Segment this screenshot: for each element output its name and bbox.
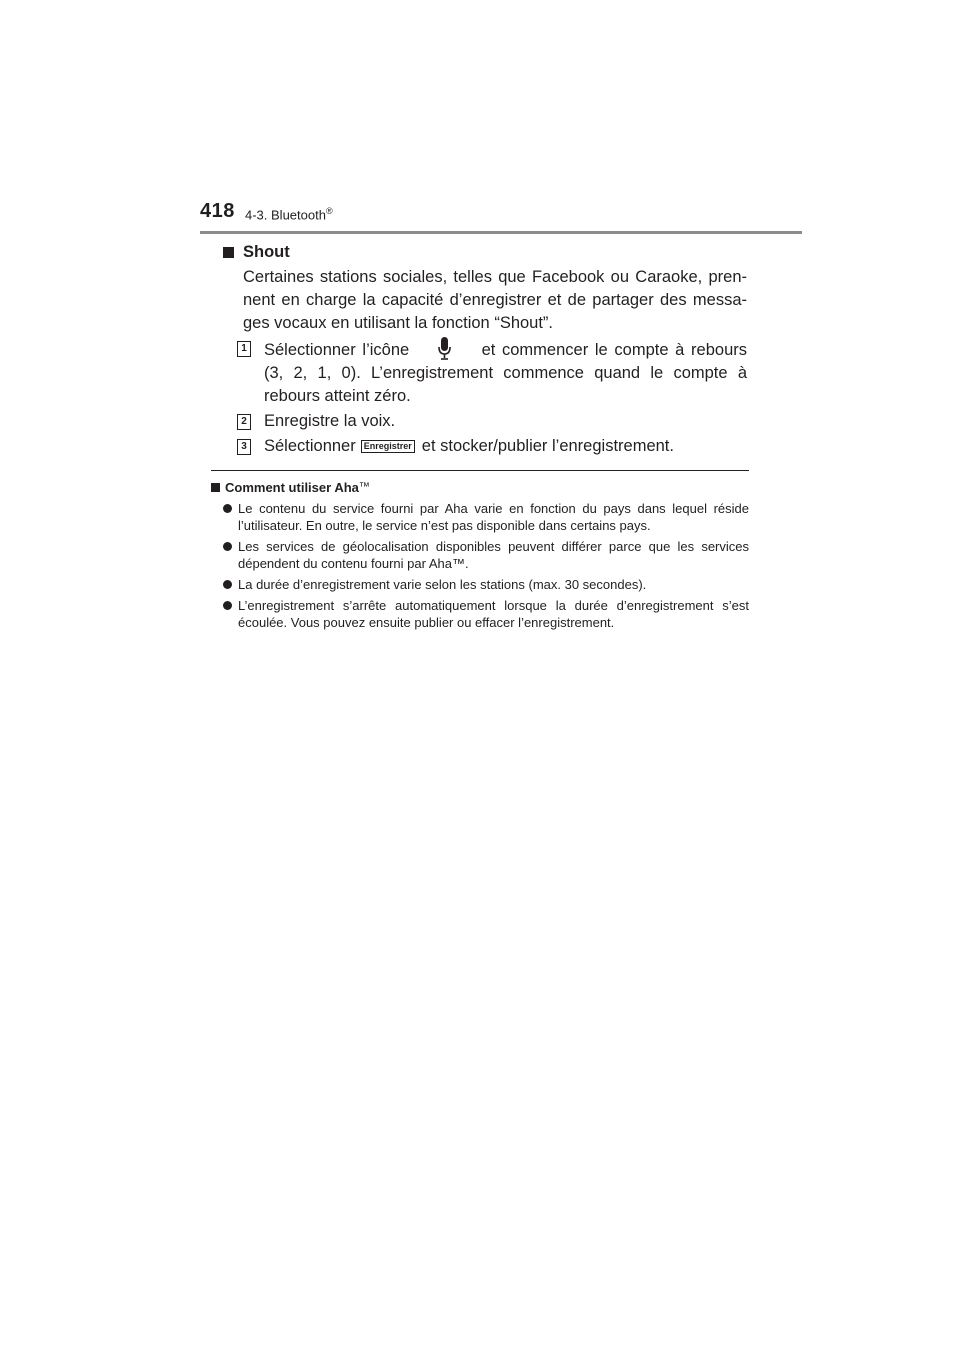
registered-mark: ® — [325, 206, 333, 216]
circle-bullet-icon — [223, 542, 232, 551]
notes-heading — [211, 479, 749, 496]
list-item — [211, 576, 749, 593]
step-number: 1 — [237, 341, 251, 357]
list-item — [211, 538, 749, 572]
trademark-mark: ™ — [358, 481, 370, 493]
step-text-after-button: et stocker/publier l’enregistrement. — [421, 437, 674, 455]
notes-heading-text: Comment utiliser Aha — [225, 480, 359, 495]
step-text-before-icon: Sélectionner l’icône — [264, 341, 410, 359]
shout-section — [219, 241, 747, 458]
list-item-text: La durée d’enregistrement varie selon les stations (max. 30 secondes). — [238, 577, 647, 592]
step-text: Enregistre la voix. — [264, 412, 396, 430]
section-title-text: 4-3. Bluetooth — [245, 207, 326, 223]
enregistrer-button: Enregistrer — [361, 440, 415, 453]
step-number: 3 — [237, 439, 251, 455]
step-text-before-button: Sélectionner — [264, 437, 356, 455]
step-1 — [219, 337, 747, 408]
step-2 — [219, 410, 747, 433]
circle-bullet-icon — [223, 580, 232, 589]
list-item — [211, 500, 749, 534]
header-rule — [200, 231, 802, 234]
list-item-text: Les services de géolocalisation disponibles peuvent différer parce que les services dépendent du contenu fourni par Aha™. — [238, 539, 749, 571]
square-bullet-icon — [223, 247, 234, 258]
list-item — [211, 597, 749, 631]
section-title — [245, 206, 333, 222]
circle-bullet-icon — [223, 504, 232, 513]
square-bullet-icon — [211, 483, 220, 492]
step-3 — [219, 435, 747, 458]
circle-bullet-icon — [223, 601, 232, 610]
list-item-text: L’enregistrement s’arrête automatiquement lorsque la durée d’enregistrement s’est écoulée. Vous pouvez ensuite publier ou effacer l’enregistrement. — [238, 598, 749, 630]
note-divider — [211, 470, 749, 471]
step-number: 2 — [237, 414, 251, 430]
notes-section — [211, 479, 749, 635]
microphone-icon — [438, 337, 451, 361]
page-number: 418 — [200, 200, 235, 222]
shout-intro: Certaines stations sociales, telles que Facebook ou Caraoke, prennent en charge la capacité d’enregistrer et de partager des messages vocaux en utilisant la fonction “Shout”. — [243, 268, 747, 332]
shout-heading-text: Shout — [243, 243, 290, 261]
step-text — [264, 337, 747, 408]
step-text-after-icon: et commencer le compte à rebours (3, 2, 1, 0). L’enregistrement commence quand le compte à rebours atteint zéro. — [264, 341, 747, 405]
shout-heading — [219, 241, 747, 264]
list-item-text: Le contenu du service fourni par Aha varie en fonction du pays dans lequel réside l’utilisateur. En outre, le service n’est pas disponible dans certains pays. — [238, 501, 749, 533]
step-text — [264, 435, 747, 458]
